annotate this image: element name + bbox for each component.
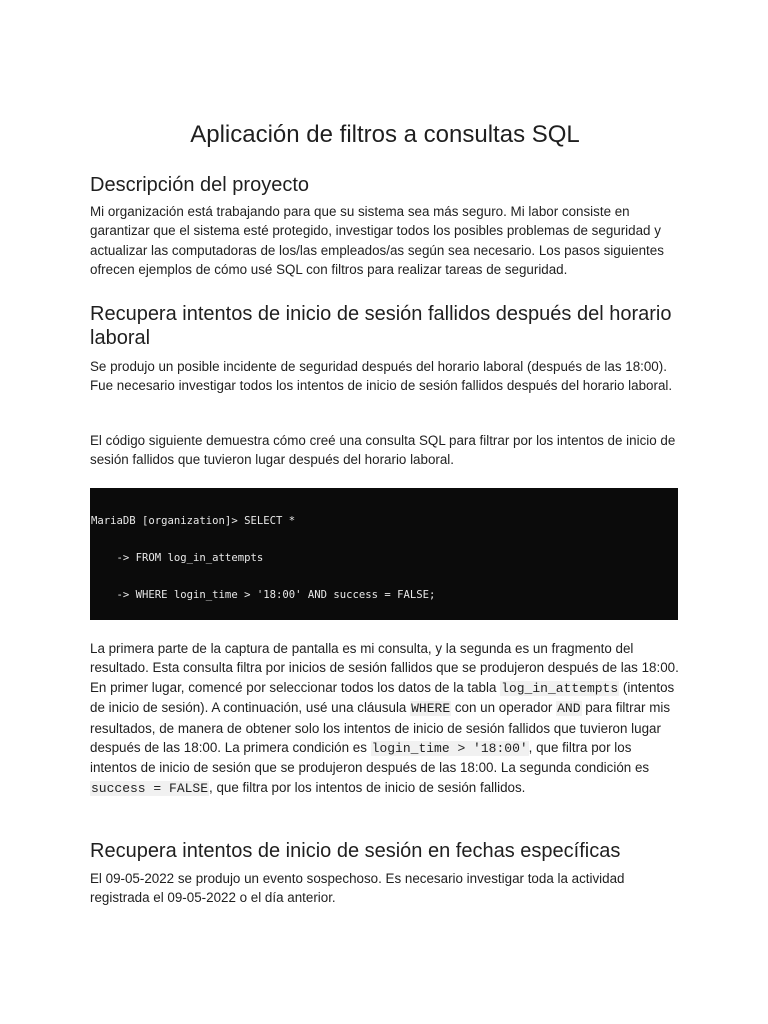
after-hours-paragraph-2: El código siguiente demuestra cómo creé una consulta SQL para filtrar por los intentos de inicio de sesión fallidos que tuvieron lugar después del horario laboral.: [90, 433, 676, 468]
description-paragraph: Mi organización está trabajando para que su sistema sea más seguro. Mi labor consiste en garantizar que el sistema esté protegido, investigar todos los posibles problemas de seguridad y actualizar las computadoras de los/las empleados/as según sea necesario. Los pasos siguientes ofrecen ejemplos de cómo usé SQL con filtros para realizar tareas de seguridad.: [90, 204, 664, 278]
terminal-line: -> FROM log_in_attempts: [91, 552, 264, 565]
inline-code-and: AND: [557, 701, 581, 717]
text-run: para filtrar mis resultados, de manera de obtener solo los intentos de inicio de sesión fallidos que tuvieron lugar después de las 18:00. La primera condición es: [90, 700, 671, 756]
inline-code-table: log_in_attempts: [501, 680, 619, 696]
page-title: Aplicación de filtros a consultas SQL: [190, 121, 580, 148]
section-heading-description: Descripción del proyecto: [90, 174, 309, 196]
terminal-line: MariaDB [organization]> SELECT *: [91, 514, 296, 527]
after-hours-explanation-paragraph: [90, 639, 680, 798]
text-run: con un operador: [451, 700, 557, 716]
terminal-line: -> WHERE login_time > '18:00' AND success = FALSE;: [91, 589, 436, 602]
sql-terminal-screenshot: [90, 488, 678, 620]
text-run: , que filtra por los intentos de inicio de sesión fallidos.: [209, 779, 526, 795]
text-run: , que filtra por los intentos de inicio de sesión que se produjeron después de las 18:00. La segunda condición es: [90, 740, 650, 776]
inline-code-where: WHERE: [411, 701, 451, 717]
specific-dates-paragraph: El 09-05-2022 se produjo un evento sospechoso. Es necesario investigar toda la actividad registrada el 09-05-2022 o el día anterior.: [90, 871, 625, 906]
text-run: La primera parte de la captura de pantalla es mi consulta, y la segunda es un fragmento del resultado. Esta consulta filtra por inicios de sesión fallidos que se produjeron después de las 18:00. En primer lugar, comencé por seleccionar todos los datos de la tabla: [90, 641, 679, 695]
section-heading-after-hours: Recupera intentos de inicio de sesión fallidos después del horario laboral: [90, 303, 672, 349]
inline-code-condition-success: success = FALSE: [91, 780, 209, 796]
section-heading-specific-dates: Recupera intentos de inicio de sesión en fechas específicas: [90, 840, 621, 862]
inline-code-condition-time: login_time > '18:00': [371, 741, 528, 757]
text-run: (intentos de inicio de sesión). A continuación, usé una cláusula: [90, 679, 675, 716]
after-hours-paragraph-1: Se produjo un posible incidente de seguridad después del horario laboral (después de las 18:00). Fue necesario investigar todos los intentos de inicio de sesión fallidos después del horario laboral.: [90, 359, 673, 394]
